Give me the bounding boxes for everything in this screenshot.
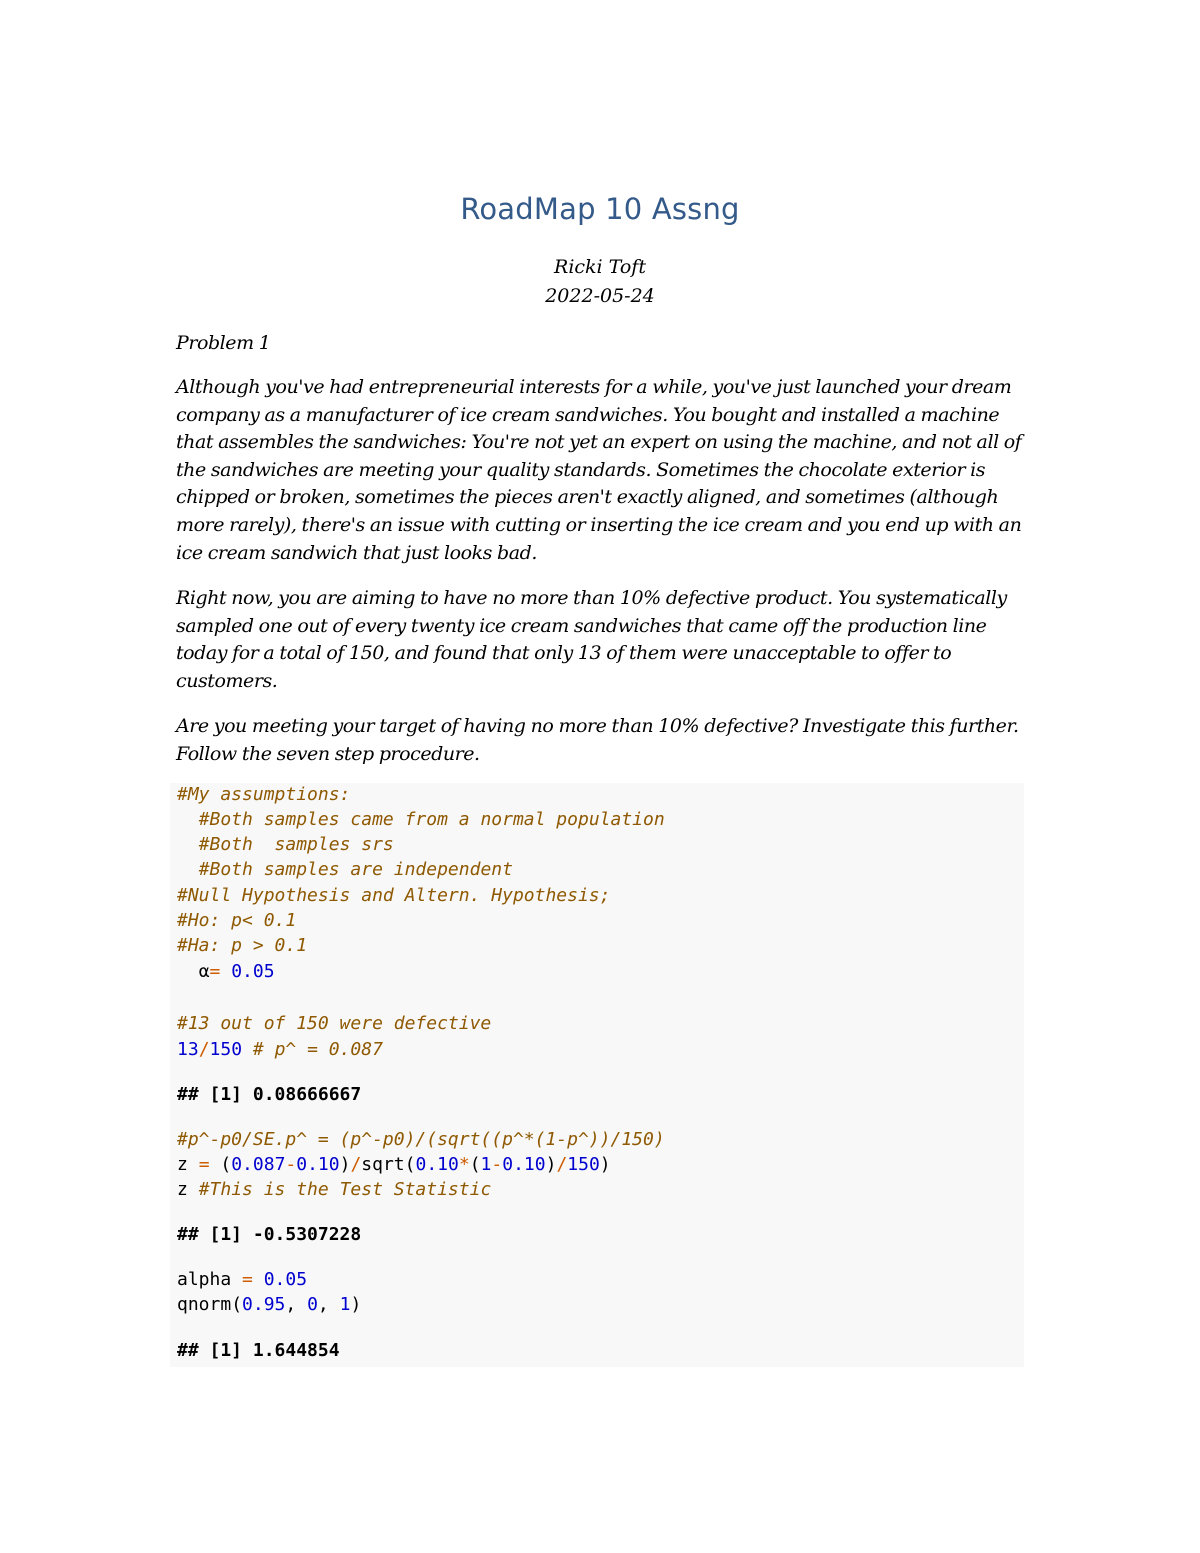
code-comment: #Both samples are independent: [198, 859, 513, 880]
code-comment: #Both samples came from a normal population: [198, 809, 665, 830]
code-number: 150: [567, 1154, 600, 1175]
code-operator: /: [350, 1154, 362, 1175]
code-comment: #This is the Test Statistic: [198, 1179, 492, 1200]
code-line: [177, 959, 275, 984]
paragraph-1: Although you've had entrepreneurial interests for a while, you've just launched your dream company as a manufacturer of ice cream sandwiches. You bought and installed a machine that assembles the sandwiches: You're not yet an expert on using the machine, and not all of the sandwiches are meeting your quality standards. Sometimes the chocolate exterior is chipped or broken, sometimes the pieces aren't exactly aligned, and sometimes (although more rarely), there's an issue with cutting or inserting the ice cream and you end up with an ice cream sandwich that just looks bad.: [176, 376, 1022, 564]
code-number: 0.10: [296, 1154, 340, 1175]
code-paren: (: [469, 1154, 481, 1175]
code-function: sqrt: [361, 1154, 405, 1175]
code-line: [177, 1127, 665, 1152]
paragraph-2: Right now, you are aiming to have no more than 10% defective product. You systematically sampled one out of every twenty ice cream sandwiches that came off the production line today for a total of 150, and found that only 13 of them were unacceptable to offer to customers.: [176, 587, 1007, 692]
code-number: 0.05: [231, 961, 275, 982]
code-paren: ): [545, 1154, 557, 1175]
code-number: 1: [339, 1294, 351, 1315]
code-output: [177, 1082, 361, 1107]
document-date: 2022-05-24: [545, 285, 655, 307]
code-operator: -: [285, 1154, 297, 1175]
code-paren: (: [220, 1154, 232, 1175]
code-comment: #Ho: p< 0.1: [177, 910, 297, 931]
code-operator: =: [198, 1154, 210, 1175]
code-line: [177, 832, 394, 857]
code-line: [177, 1152, 611, 1177]
code-paren: ): [350, 1294, 362, 1315]
code-comment: #p^-p0/SE.p^ = (p^-p0)/(sqrt((p^*(1-p^))/150): [177, 1129, 665, 1150]
code-number: 0.10: [502, 1154, 546, 1175]
code-line: [177, 1037, 383, 1062]
code-line: [177, 1292, 361, 1317]
code-line: [177, 883, 610, 908]
code-comment: # p^ = 0.087: [252, 1039, 383, 1060]
code-operator: /: [556, 1154, 568, 1175]
code-number: 0.05: [263, 1269, 308, 1290]
code-line: [177, 782, 350, 807]
code-identifier: z: [177, 1154, 188, 1175]
code-operator: =: [209, 961, 221, 982]
code-operator: =: [242, 1269, 253, 1290]
code-number: 0.95: [242, 1294, 286, 1315]
code-identifier: z: [177, 1179, 188, 1200]
document-title: RoadMap 10 Assng: [460, 192, 740, 226]
code-comma: ,: [285, 1294, 297, 1315]
output-text: ## [1] 1.644854: [177, 1340, 340, 1361]
code-operator: *: [458, 1154, 470, 1175]
problem-label: Problem 1: [176, 332, 271, 354]
code-line: [177, 857, 513, 882]
output-text: ## [1] -0.5307228: [177, 1224, 362, 1245]
code-comment: #13 out of 150 were defective: [177, 1013, 492, 1034]
code-line: [177, 1177, 491, 1202]
code-paren: (: [404, 1154, 416, 1175]
code-comment: #Both samples srs: [198, 834, 394, 855]
code-line: [177, 1267, 307, 1292]
code-line: [177, 933, 307, 958]
code-number: 1: [480, 1154, 492, 1175]
document-author: Ricki Toft: [554, 256, 646, 278]
code-identifier: alpha: [177, 1269, 232, 1290]
code-comment: #Ha: p > 0.1: [177, 935, 308, 956]
code-number: 0: [307, 1294, 318, 1315]
code-paren: ): [599, 1154, 611, 1175]
code-number: 0.10: [415, 1154, 459, 1175]
code-number: 150: [209, 1039, 243, 1060]
code-paren: (: [231, 1294, 243, 1315]
code-function: qnorm: [177, 1294, 232, 1315]
code-comma: ,: [317, 1294, 329, 1315]
code-comment: #My assumptions:: [177, 784, 351, 805]
code-operator: /: [198, 1039, 210, 1060]
code-comment: #Null Hypothesis and Altern. Hypothesis;: [177, 885, 611, 906]
code-line: [177, 1011, 491, 1036]
code-number: 13: [177, 1039, 199, 1060]
code-output: [177, 1338, 340, 1363]
code-number: 0.087: [231, 1154, 286, 1175]
code-line: [177, 807, 665, 832]
code-paren: ): [339, 1154, 351, 1175]
code-output: [177, 1222, 361, 1247]
code-line: [177, 908, 296, 933]
paragraph-3: Are you meeting your target of having no more than 10% defective? Investigate this further. Follow the seven step procedure.: [176, 715, 1019, 765]
code-identifier: α: [198, 961, 210, 982]
output-text: ## [1] 0.08666667: [177, 1084, 362, 1105]
code-operator: -: [491, 1154, 503, 1175]
